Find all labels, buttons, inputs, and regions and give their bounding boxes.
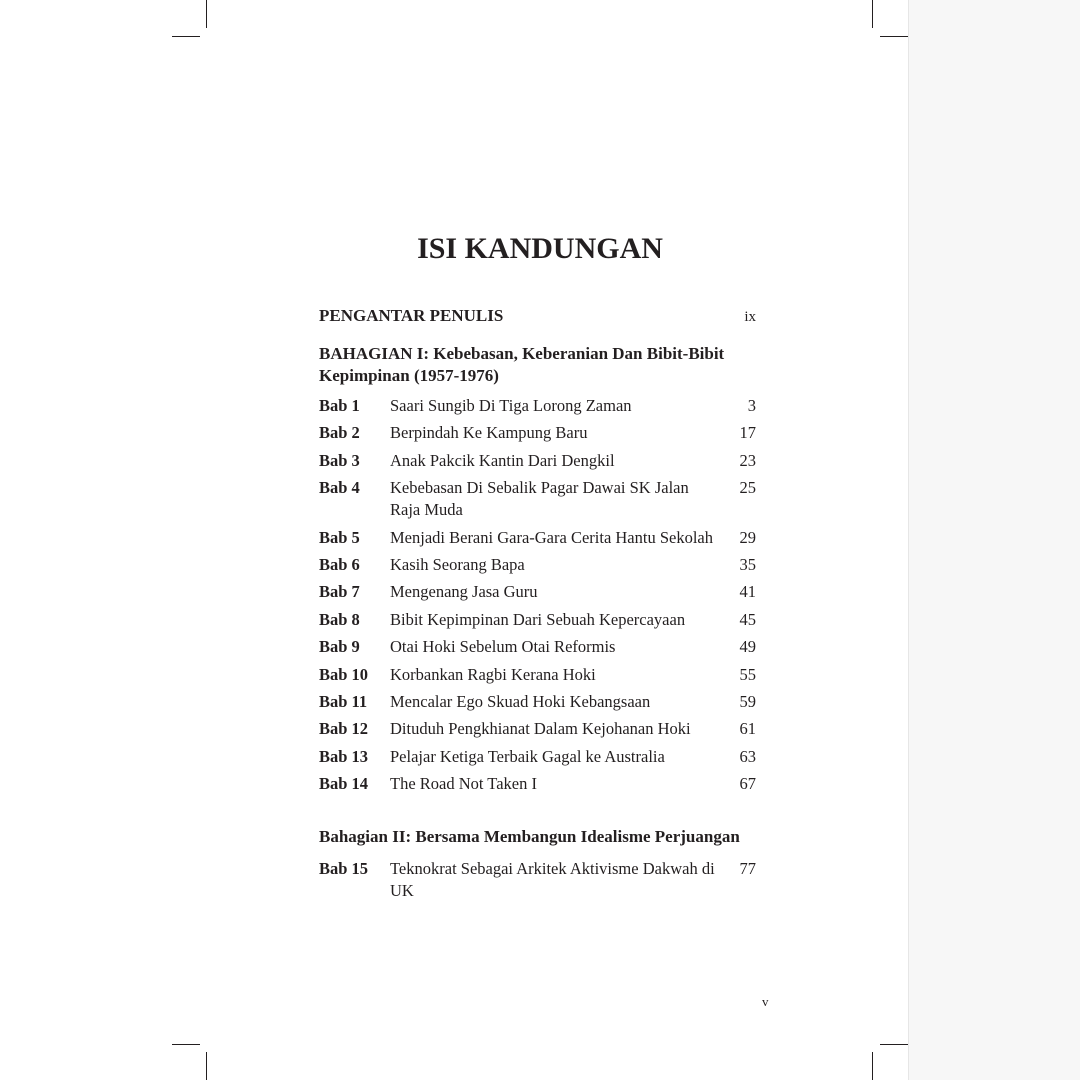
page-gutter bbox=[908, 0, 1080, 1080]
chapter-label: Bab 12 bbox=[319, 719, 369, 739]
toc-row-bab-3[interactable] bbox=[319, 450, 756, 472]
chapter-label: Bab 1 bbox=[319, 396, 360, 415]
page-number: v bbox=[762, 994, 769, 1009]
part-2-heading: Bahagian II: Bersama Membangun Idealisme Perjuangan bbox=[319, 827, 740, 846]
chapter-page: 77 bbox=[739, 859, 756, 878]
chapter-title: Mencalar Ego Skuad Hoki Kebangsaan bbox=[390, 691, 651, 711]
chapter-label: Bab 3 bbox=[319, 450, 360, 470]
chapter-page: 25 bbox=[739, 478, 756, 498]
chapter-title: Korbankan Ragbi Kerana Hoki bbox=[390, 664, 596, 684]
chapter-page: 35 bbox=[739, 554, 756, 574]
chapter-title: Bibit Kepimpinan Dari Sebuah Kepercayaan bbox=[390, 609, 686, 629]
toc-row-bab-8[interactable] bbox=[319, 609, 756, 631]
toc-row-bab-7[interactable] bbox=[319, 581, 756, 603]
front-matter-title: PENGANTAR PENULIS bbox=[319, 306, 504, 325]
chapter-label: Bab 15 bbox=[319, 859, 369, 878]
chapter-page: 3 bbox=[747, 396, 756, 415]
chapter-page: 23 bbox=[739, 450, 756, 470]
chapter-page: 49 bbox=[739, 637, 756, 657]
toc-row-bab-15[interactable] bbox=[319, 858, 756, 902]
toc-row-bab-9[interactable] bbox=[319, 636, 756, 658]
chapter-label: Bab 4 bbox=[319, 478, 360, 498]
chapter-label: Bab 14 bbox=[319, 774, 369, 794]
crop-mark-bottom-right-vertical bbox=[872, 1052, 873, 1080]
chapter-label: Bab 10 bbox=[319, 664, 369, 684]
toc-row-bab-2[interactable] bbox=[319, 422, 756, 444]
chapter-title: Teknokrat Sebagai Arkitek Aktivisme Dakwah di UK bbox=[390, 859, 715, 900]
toc-row-bab-4[interactable] bbox=[319, 477, 756, 521]
chapter-page: 41 bbox=[739, 582, 756, 602]
chapter-page: 29 bbox=[739, 527, 756, 547]
chapter-title: Anak Pakcik Kantin Dari Dengkil bbox=[390, 450, 615, 470]
chapter-title: Dituduh Pengkhianat Dalam Kejohanan Hoki bbox=[390, 719, 691, 739]
chapter-label: Bab 7 bbox=[319, 582, 360, 602]
toc-row-bab-6[interactable] bbox=[319, 554, 756, 576]
part-1-heading: BAHAGIAN I: Kebebasan, Keberanian Dan Bibit-Bibit Kepimpinan (1957-1976) bbox=[319, 344, 725, 385]
toc-row-bab-5[interactable] bbox=[319, 527, 756, 549]
chapter-page: 63 bbox=[739, 746, 756, 766]
chapter-title: The Road Not Taken I bbox=[390, 774, 538, 794]
chapter-label: Bab 13 bbox=[319, 746, 369, 766]
chapter-title: Berpindah Ke Kampung Baru bbox=[390, 423, 588, 443]
chapter-label: Bab 2 bbox=[319, 423, 360, 443]
page-title: ISI KANDUNGAN bbox=[417, 232, 663, 265]
chapter-label: Bab 9 bbox=[319, 637, 360, 657]
crop-mark-bottom-left-horizontal bbox=[172, 1044, 200, 1045]
chapter-title: Menjadi Berani Gara-Gara Cerita Hantu Sekolah bbox=[390, 527, 713, 547]
chapter-page: 55 bbox=[739, 664, 756, 684]
chapter-page: 45 bbox=[739, 609, 756, 629]
chapter-title: Otai Hoki Sebelum Otai Reformis bbox=[390, 637, 616, 657]
chapter-title: Kebebasan Di Sebalik Pagar Dawai SK Jalan Raja Muda bbox=[390, 478, 689, 520]
chapter-label: Bab 6 bbox=[319, 554, 360, 574]
crop-mark-top-right-horizontal bbox=[880, 36, 908, 37]
front-matter-page: ix bbox=[744, 309, 756, 325]
part-2-chapter-list bbox=[319, 858, 756, 907]
chapter-page: 61 bbox=[739, 719, 756, 739]
chapter-page: 59 bbox=[739, 691, 756, 711]
crop-mark-bottom-right-horizontal bbox=[880, 1044, 908, 1045]
toc-front-matter-row[interactable] bbox=[319, 305, 756, 326]
chapter-label: Bab 8 bbox=[319, 609, 360, 629]
toc-row-bab-10[interactable] bbox=[319, 664, 756, 686]
toc-row-bab-1[interactable] bbox=[319, 395, 756, 417]
crop-mark-bottom-left-vertical bbox=[206, 1052, 207, 1080]
chapter-label: Bab 11 bbox=[319, 691, 368, 711]
part-1-chapter-list bbox=[319, 395, 756, 800]
toc-row-bab-12[interactable] bbox=[319, 718, 756, 740]
toc-row-bab-14[interactable] bbox=[319, 773, 756, 795]
crop-mark-top-left-horizontal bbox=[172, 36, 200, 37]
chapter-title: Kasih Seorang Bapa bbox=[390, 554, 525, 574]
crop-mark-top-left-vertical bbox=[206, 0, 207, 28]
chapter-title: Pelajar Ketiga Terbaik Gagal ke Australia bbox=[390, 746, 665, 766]
chapter-title: Saari Sungib Di Tiga Lorong Zaman bbox=[390, 396, 632, 415]
chapter-title: Mengenang Jasa Guru bbox=[390, 582, 538, 602]
toc-row-bab-13[interactable] bbox=[319, 746, 756, 768]
toc-row-bab-11[interactable] bbox=[319, 691, 756, 713]
crop-mark-top-right-vertical bbox=[872, 0, 873, 28]
chapter-label: Bab 5 bbox=[319, 527, 360, 547]
chapter-page: 67 bbox=[739, 774, 756, 794]
chapter-page: 17 bbox=[739, 423, 756, 443]
